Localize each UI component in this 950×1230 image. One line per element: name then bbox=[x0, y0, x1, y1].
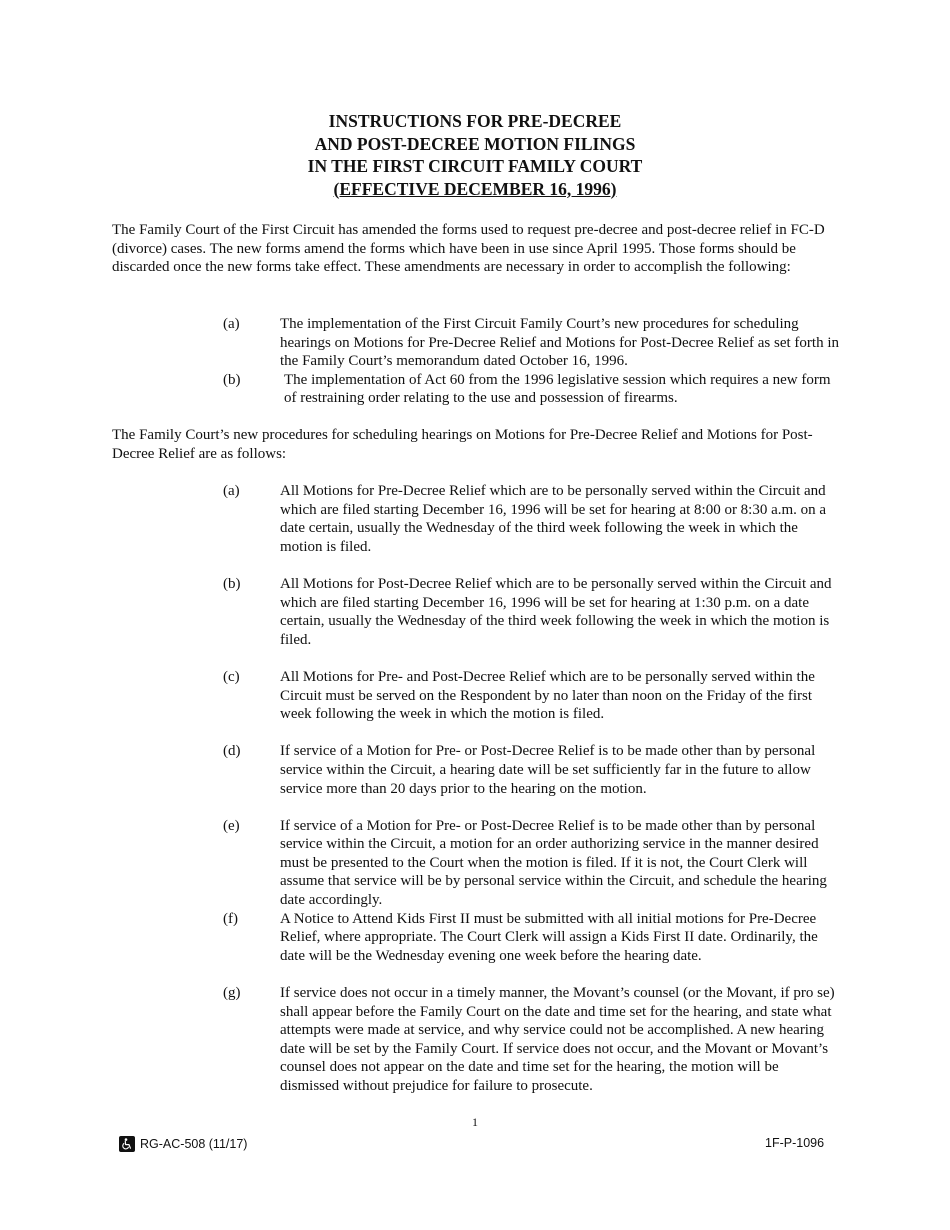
item-text: All Motions for Pre-Decree Relief which are to be personally served within the Circuit and which are filed starting December 16, 1996 will be set for hearing at 8:00 or 8:30 a.m. on a date certain, usually the Wednesday of the third week following the week in which the motion is filed. bbox=[280, 483, 827, 555]
item-label: (c) bbox=[223, 668, 240, 685]
list-item bbox=[223, 984, 841, 1096]
list-item bbox=[223, 575, 841, 649]
item-text: All Motions for Pre- and Post-Decree Relief which are to be personally served within the Circuit must be served on the Respondent by no later than noon on the Friday of the first week following the week in which the motion is filed. bbox=[280, 668, 815, 723]
list-item bbox=[223, 371, 841, 408]
item-text: The implementation of Act 60 from the 1996 legislative session which requires a new form of restraining order relating to the use and possession of firearms. bbox=[284, 371, 831, 407]
item-text: If service of a Motion for Pre- or Post-Decree Relief is to be made other than by personal service within the Circuit, a motion for an order authorizing service in the manner desired must be presented to the Court when the motion is filed. If it is not, the Court Clerk will assume that service will be by personal service within the Circuit, and schedule the hearing date accordingly. bbox=[280, 817, 827, 909]
list-item bbox=[223, 482, 841, 556]
title-line-2: AND POST-DECREE MOTION FILINGS bbox=[314, 133, 636, 154]
list-item bbox=[223, 315, 841, 371]
item-text: If service of a Motion for Pre- or Post-Decree Relief is to be made other than by personal service within the Circuit, a hearing date will be set sufficiently far in the future to allow service more than 20 days prior to the hearing on the motion. bbox=[280, 743, 816, 797]
item-label: (b) bbox=[223, 371, 241, 388]
accessibility-icon bbox=[119, 1136, 135, 1152]
item-label: (e) bbox=[223, 817, 240, 834]
title-line-1: INSTRUCTIONS FOR PRE-DECREE bbox=[328, 111, 622, 131]
item-label: (f) bbox=[223, 910, 238, 927]
item-label: (d) bbox=[223, 743, 241, 760]
procedures-intro-paragraph: The Family Court’s new procedures for scheduling hearings on Motions for Pre-Decree Relief and Motions for Post-Decree Relief are as follows: bbox=[112, 427, 813, 462]
footer-form-code: 1F-P-1096 bbox=[765, 1136, 825, 1150]
list-item bbox=[223, 668, 841, 724]
item-text: A Notice to Attend Kids First II must be submitted with all initial motions for Pre-Decree Relief, where appropriate. The Court Clerk will assign a Kids First II date. Ordinarily, the date will be the Wednesday evening one week before the hearing date. bbox=[280, 910, 818, 964]
document-title bbox=[0, 110, 950, 200]
item-label: (g) bbox=[223, 985, 241, 1002]
item-label: (a) bbox=[223, 316, 240, 332]
title-line-3: IN THE FIRST CIRCUIT FAMILY COURT bbox=[307, 156, 643, 176]
item-text: The implementation of the First Circuit Family Court’s new procedures for scheduling hearings on Motions for Pre-Decree Relief and Motions for Post-Decree Relief as set forth in the Family Court’s memorandum dated October 16, 1996. bbox=[280, 316, 840, 370]
list-item bbox=[223, 910, 841, 966]
item-label: (b) bbox=[223, 575, 241, 592]
page-number: 1 bbox=[472, 1115, 478, 1129]
list-item bbox=[223, 817, 841, 910]
item-text: If service does not occur in a timely manner, the Movant’s counsel (or the Movant, if pro se) shall appear before the Family Court on the date and time set for the hearing, and state what attempts were made at service, and why service could not be accomplished. A new hearing date will be set by the Family Court. If service does not occur, and the Movant or Movant’s counsel does not appear on the date and time set for the hearing, the motion will be dismissed without prejudice for failure to prosecute. bbox=[280, 985, 835, 1094]
list-item bbox=[223, 742, 841, 798]
form-id-text: RG-AC-508 (11/17) bbox=[140, 1137, 248, 1151]
purposes-list bbox=[223, 315, 841, 408]
wheelchair-icon bbox=[121, 1138, 133, 1150]
item-label: (a) bbox=[223, 483, 240, 499]
footer-form-id bbox=[119, 1136, 247, 1152]
procedures-list bbox=[223, 482, 841, 1096]
item-text: All Motions for Post-Decree Relief which are to be personally served within the Circuit and which are filed starting December 16, 1996 will be set for hearing at 1:30 p.m. on a date certain, usually the Wednesday of the third week following the week in which the motion is filed. bbox=[280, 575, 832, 648]
title-effective-date: (EFFECTIVE DECEMBER 16, 1996) bbox=[333, 178, 617, 199]
intro-paragraph: The Family Court of the First Circuit has amended the forms used to request pre-decree and post-decree relief in FC-D (divorce) cases. The new forms amend the forms which have been in use since April 1995. Those forms should be discarded once the new forms take effect. These amendments are necessary in order to accomplish the following: bbox=[112, 222, 825, 276]
